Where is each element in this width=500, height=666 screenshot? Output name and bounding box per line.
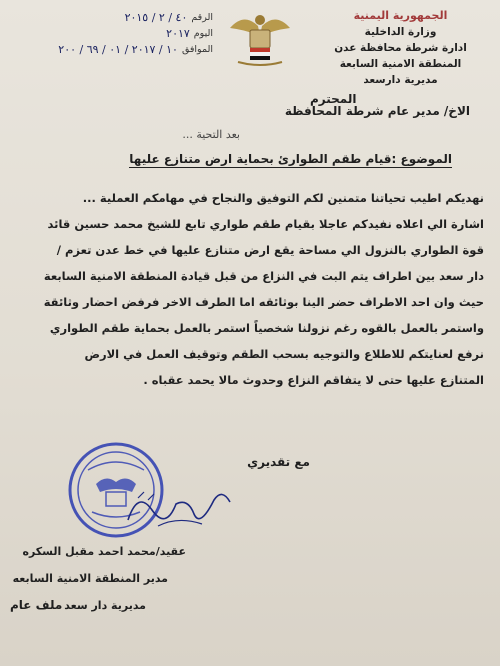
ref-value: ٤٠ / ٢ / ٢٠١٥ — [124, 11, 188, 24]
date-value: ١٠ / ٢٠١٧ / ٠١ / ٦٩ / ٢٠٠ — [58, 43, 178, 56]
day-value: ٢٠١٧ — [166, 27, 190, 40]
signatory-directorate: مديرية دار سعد — [64, 599, 146, 612]
recipient-block — [40, 92, 470, 132]
subject-line: الموضوع :قيام طقم الطوارئ بحماية ارض متنازع عليها — [129, 152, 452, 166]
ref-row — [8, 10, 213, 26]
closing-line: مع تقديري — [247, 455, 310, 469]
greeting-line: بعد التحية ... — [182, 128, 240, 141]
body-line: واستمر بالعمل بالقوه رغم نزولنا شخصياً استمر بالعمل بحماية طقم الطواري — [49, 321, 484, 335]
signatory-title: مدير المنطقة الامنية السابعه — [12, 572, 168, 585]
letterhead-line: المنطقة الامنية السابعة — [339, 58, 462, 70]
day-row — [8, 26, 213, 42]
letterhead-line: الجمهورية اليمنية — [353, 9, 448, 22]
recipient-line: الاخ/ مدير عام شرطة المحافظة — [284, 104, 470, 118]
body-line: دار سعد بين اطراف يتم البت في النزاع من قبل قيادة المنطقة الامنية السابعة — [43, 269, 484, 283]
reference-block — [8, 10, 213, 58]
letterhead-line: وزارة الداخلية — [364, 26, 437, 38]
body-line: المتنازع عليها حتى لا يتفاقم النزاع وحدوث مالا يحمد عقباه . — [143, 373, 484, 387]
body-line: نهديكم اطيب تحياتنا متمنين لكم التوفيق والنجاح في مهامكم العملية ... — [82, 191, 484, 205]
eagle-emblem-icon — [224, 6, 296, 68]
letterhead-line: مديرية دارسعد — [363, 74, 438, 86]
letterhead-right — [313, 8, 488, 88]
handwritten-signature-icon — [118, 480, 238, 540]
date-row — [8, 42, 213, 58]
signatory-name: عقيد/محمد احمد مقبل السكره — [22, 545, 186, 558]
date-label: الموافق — [181, 44, 213, 55]
letterhead-line: ادارة شرطة محافظة عدن — [334, 42, 467, 54]
honorific: المحترم — [310, 92, 357, 106]
body-line: اشارة الي اعلاه نفيدكم عاجلا بقيام طقم طواري تابع للشيخ محمد حسين قائد — [47, 217, 484, 231]
body-line: نرفع لعنايتكم للاطلاع والتوجيه بسحب الطقم وتوقيف العمل في الارض — [84, 347, 484, 361]
body-line: قوة الطواري بالنزول الي مساحة يقع ارض متنازع عليها في خط عدن تعزم / — [56, 243, 484, 257]
body-line: حيث وان احد الاطراف حضر الينا بوثائقه اما الطرف الاخر فرفض احضار وثائقة — [43, 295, 484, 309]
ref-label: الرقم — [191, 12, 213, 23]
letter-body — [6, 185, 484, 393]
file-label: ملف عام — [10, 598, 63, 612]
day-label: اليوم — [193, 28, 213, 39]
